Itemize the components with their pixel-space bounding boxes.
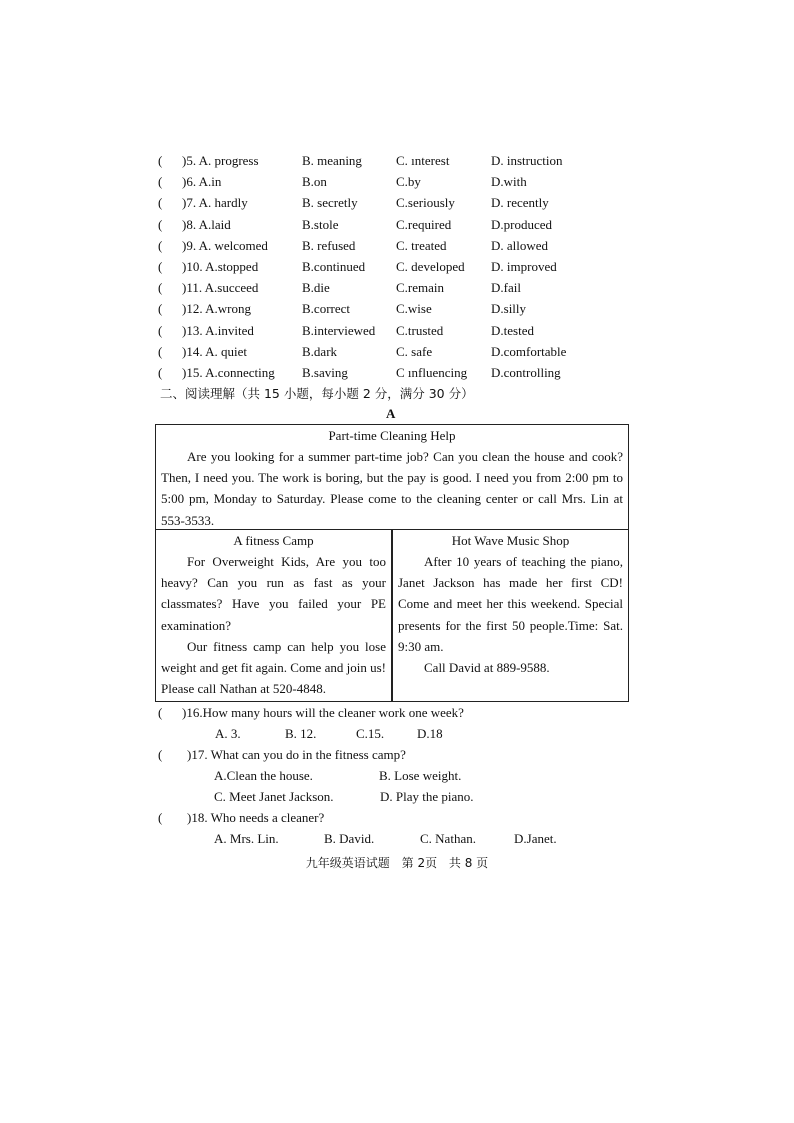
option-b: B.correct [302, 301, 351, 317]
ad-music-paragraph-1: After 10 years of teaching the piano, Janet Jackson has made her first CD! Come and meet her this weekend. Special presents for the first 50 people.Time: Sat. 9:30 am. [398, 554, 623, 654]
option-b: B.continued [302, 259, 366, 274]
option-a: )5. A. progress [182, 153, 259, 168]
option-c: C.by [396, 174, 421, 190]
answer-paren: ( [158, 237, 163, 253]
option-d: D.tested [491, 322, 534, 338]
option-d: D. Play the piano. [380, 789, 474, 804]
option-d: D. instruction [491, 153, 563, 168]
option-a: )9. A. welcomed [182, 237, 268, 253]
ad-fitness-paragraph-2: Our fitness camp can help you lose weight and get fit again. Come and join us! Please call Nathan at 520-4848. [161, 638, 386, 697]
option-c: C.trusted [396, 322, 444, 338]
footer-subject: 九年级英语试题 [305, 856, 390, 870]
option-a: A.Clean the house. [214, 768, 313, 783]
ad-music-paragraph-2: Call David at 889-9588. [424, 660, 550, 676]
option-c: C.wise [396, 301, 432, 317]
option-c: C.required [396, 216, 452, 232]
option-d: D. allowed [491, 237, 549, 253]
ad-fitness-camp [155, 530, 392, 702]
answer-paren: ( [158, 301, 163, 317]
answer-paren: ( [158, 343, 163, 359]
answer-paren: ( [158, 195, 163, 211]
option-a: )7. A. hardly [182, 195, 248, 211]
answer-paren: ( [158, 259, 163, 274]
option-b: B. secretly [302, 195, 358, 211]
question-17 [158, 745, 406, 765]
answer-paren: ( [158, 322, 163, 338]
option-a: )11. A.succeed [182, 280, 259, 296]
answer-paren: ( [158, 216, 163, 232]
option-d: D.fail [491, 280, 521, 296]
option-a: )12. A.wrong [182, 301, 251, 317]
answer-paren: ( [158, 280, 163, 296]
answer-paren: ( [158, 747, 163, 762]
option-c: C.seriously [396, 195, 455, 211]
option-b: B.die [302, 280, 330, 296]
ad-music-title: Hot Wave Music Shop [451, 533, 570, 548]
option-a: )15. A.connecting [182, 365, 275, 380]
option-d: D. recently [491, 195, 549, 211]
option-c: C. Nathan. [420, 831, 476, 846]
option-b: B.saving [302, 365, 348, 380]
ad-cleaning-help [155, 424, 629, 530]
option-b: B. meaning [302, 153, 362, 168]
option-b: B.dark [302, 343, 338, 359]
footer-total-pages: 共 8 页 [448, 856, 489, 870]
option-d: D.controlling [491, 365, 561, 380]
option-c: C.remain [396, 280, 445, 296]
passage-letter: A [386, 406, 396, 421]
answer-paren: ( [158, 365, 163, 380]
ad-cleaning-title: Part-time Cleaning Help [328, 428, 456, 443]
option-c: C. developed [396, 259, 465, 274]
option-c: C. safe [396, 343, 433, 359]
question-16 [158, 703, 464, 723]
option-d: D.Janet. [514, 831, 557, 846]
question-17-stem: )17. What can you do in the fitness camp? [187, 747, 406, 762]
option-d: D.silly [491, 301, 527, 317]
option-c: C. Meet Janet Jackson. [214, 789, 334, 804]
option-d: D.produced [491, 216, 553, 232]
option-d: D.comfortable [491, 343, 567, 359]
option-a: A. 3. [215, 726, 241, 741]
option-c: C.15. [356, 726, 385, 741]
option-d: D. improved [491, 259, 557, 274]
ad-music-shop [392, 530, 629, 702]
option-b: B. 12. [285, 726, 317, 741]
option-b: B. Lose weight. [379, 768, 462, 783]
page-footer [0, 854, 794, 871]
option-b: B. refused [302, 237, 356, 253]
option-a: )8. A.laid [182, 216, 231, 232]
option-b: B.stole [302, 216, 339, 232]
footer-page-number: 第 2页 [401, 856, 438, 870]
option-c: C. treated [396, 237, 447, 253]
answer-paren: ( [158, 174, 163, 190]
ad-fitness-paragraph-1: For Overweight Kids, Are you too heavy? Can you run as fast as your classmates? Have you failed your PE examination? [161, 554, 386, 633]
answer-paren: ( [158, 153, 163, 168]
option-a: A. Mrs. Lin. [214, 831, 279, 846]
option-a: )10. A.stopped [182, 259, 259, 274]
option-a: )13. A.invited [182, 322, 254, 338]
ad-cleaning-body: Are you looking for a summer part-time job? Can you clean the house and cook? Then, I need you. The work is boring, but the pay is good. I need you from 2:00 pm to 5:00 pm, Monday to Saturday. Please come to the cleaning center or call Mrs. Lin at 553-3533. [161, 449, 623, 528]
answer-paren: ( [158, 705, 163, 720]
answer-paren: ( [158, 810, 163, 825]
option-c: C. ınterest [396, 153, 450, 168]
option-b: B. David. [324, 831, 375, 846]
option-d: D.with [491, 174, 527, 190]
option-a: )6. A.in [182, 174, 222, 190]
question-16-stem: )16.How many hours will the cleaner work one week? [182, 705, 464, 720]
question-18-stem: )18. Who needs a cleaner? [187, 810, 325, 825]
option-b: B.interviewed [302, 322, 376, 338]
question-18 [158, 808, 325, 828]
option-c: C ınfluencing [396, 365, 468, 380]
option-a: )14. A. quiet [182, 343, 247, 359]
ad-fitness-title: A fitness Camp [233, 533, 314, 548]
option-b: B.on [302, 174, 327, 190]
option-d: D.18 [417, 726, 443, 741]
section-title: 二、阅读理解（共 15 小题，每小题 2 分，满分 30 分） [160, 386, 474, 401]
